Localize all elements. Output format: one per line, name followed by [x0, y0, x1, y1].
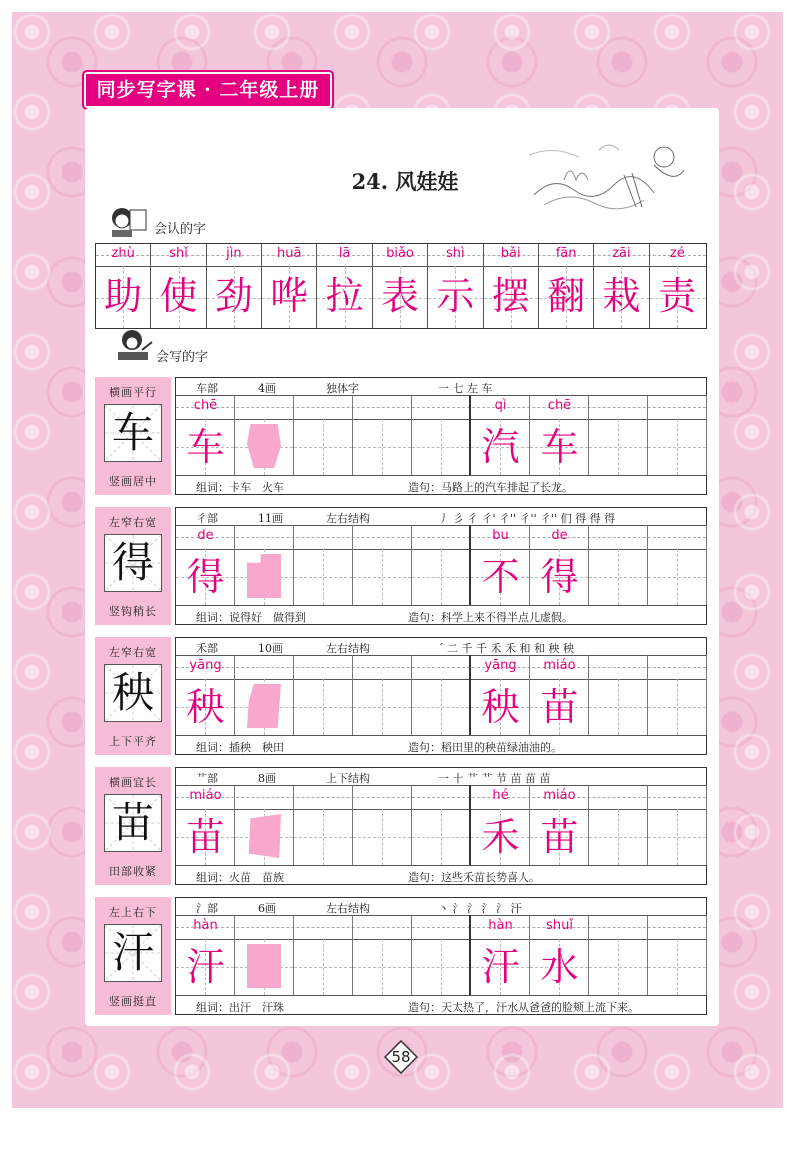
- practice-cell: [353, 525, 412, 605]
- recognize-char: 拉: [325, 274, 364, 318]
- model-char-box: [104, 534, 162, 592]
- structure: 独体字: [326, 382, 359, 395]
- stroke-order: 丿 彡 彳 彳' 彳'' 彳'' 彳'' 们 得 得 得: [438, 512, 616, 525]
- trace-char: 苗: [186, 815, 225, 859]
- stroke-count: 8画: [258, 772, 276, 785]
- tip-top: 横画宜长: [109, 776, 157, 789]
- char-info: [176, 768, 706, 786]
- word-char: 得: [540, 555, 579, 599]
- recognize-cell: [317, 244, 372, 328]
- model-char: 得: [111, 538, 154, 587]
- word-examples: 组词：出汗 汗珠: [196, 1001, 284, 1014]
- recognize-pinyin: jìn: [226, 246, 242, 261]
- word-char: 汽: [481, 425, 520, 469]
- practice-cell: [294, 655, 353, 735]
- practice-cell: [589, 915, 648, 995]
- practice-cell: [589, 655, 648, 735]
- page-number: 58: [391, 1048, 411, 1066]
- write-block: [95, 507, 707, 625]
- stroke-order: 一 十 艹 艹 节 苗 苗 苗: [438, 772, 551, 785]
- word-pinyin: qì: [494, 398, 507, 413]
- recognize-cell: [373, 244, 428, 328]
- example-sentence: 造句：科学上来不得半点儿虚假。: [408, 611, 573, 624]
- series-badge: 同步写字课 · 二年级上册: [84, 72, 332, 108]
- model-char-box: [104, 404, 162, 462]
- stroke-count: 11画: [258, 512, 283, 525]
- char-pinyin: chē: [193, 398, 218, 413]
- recognize-cell: [539, 244, 594, 328]
- word-examples: 组词：火苗 苗族: [196, 871, 284, 884]
- practice-cell: [353, 785, 412, 865]
- word-examples: 组词：卡车 火车: [196, 481, 284, 494]
- practice-cell: [412, 655, 471, 735]
- practice-grid: [175, 897, 707, 1015]
- recognize-cell: [594, 244, 649, 328]
- char-tip-panel: [95, 637, 171, 755]
- page-number-badge: [384, 1040, 418, 1074]
- tip-bottom: 竖钩稍长: [109, 605, 157, 618]
- write-block: [95, 897, 707, 1015]
- char-pinyin: de: [197, 528, 214, 543]
- example-sentence: 造句：马路上的汽车排起了长龙。: [408, 481, 573, 494]
- radical: 氵部: [196, 902, 218, 915]
- recognize-pinyin: huā: [277, 246, 302, 261]
- recognize-pinyin: shì: [446, 246, 465, 261]
- word-char: 不: [481, 555, 520, 599]
- structure: 左右结构: [326, 512, 370, 525]
- recognize-char: 示: [436, 274, 475, 318]
- tip-bottom: 田部收紧: [109, 865, 157, 878]
- practice-grid: [175, 767, 707, 885]
- recognize-label: 会认的字: [154, 222, 207, 237]
- shape-hint: [247, 424, 281, 468]
- recognize-pinyin: fān: [555, 246, 577, 261]
- recognize-char: 翻: [547, 274, 586, 318]
- usage-row: [176, 605, 706, 624]
- recognize-char: 使: [159, 274, 198, 318]
- practice-cell: [294, 915, 353, 995]
- word-examples: 组词：插秧 秧田: [196, 741, 284, 754]
- word-pinyin: shuǐ: [546, 918, 573, 933]
- recognize-char: 助: [104, 274, 143, 318]
- practice-cell: [648, 915, 707, 995]
- recognize-pinyin: bǎi: [500, 246, 521, 261]
- word-pinyin: yāng: [484, 658, 517, 673]
- practice-grid: [175, 377, 707, 495]
- practice-cell: [353, 395, 412, 475]
- char-tip-panel: [95, 377, 171, 495]
- word-pinyin: hàn: [488, 918, 513, 933]
- char-info: [176, 638, 706, 656]
- usage-row: [176, 735, 706, 754]
- lesson-title: 24. 风娃娃: [351, 169, 459, 194]
- structure: 左右结构: [326, 642, 370, 655]
- recognize-cell: [428, 244, 483, 328]
- practice-cell: [294, 525, 353, 605]
- tip-bottom: 竖画居中: [109, 475, 157, 488]
- char-pinyin: yāng: [189, 658, 222, 673]
- word-pinyin: chē: [547, 398, 572, 413]
- char-tip-panel: [95, 897, 171, 1015]
- example-sentence: 造句：这些禾苗长势喜人。: [408, 871, 540, 884]
- recognize-pinyin: zhù: [111, 246, 135, 261]
- recognize-grid: [95, 243, 707, 329]
- recognize-char: 栽: [602, 274, 641, 318]
- model-char-box: [104, 794, 162, 852]
- recognize-pinyin: zāi: [612, 246, 631, 261]
- practice-cell: [589, 785, 648, 865]
- recognize-char: 劲: [214, 274, 253, 318]
- model-char-box: [104, 664, 162, 722]
- char-tip-panel: [95, 507, 171, 625]
- write-label: 会写的字: [156, 350, 209, 365]
- model-char: 苗: [111, 798, 154, 847]
- radical: 彳部: [196, 512, 218, 525]
- stroke-count: 4画: [258, 382, 276, 395]
- usage-row: [176, 995, 706, 1014]
- tip-top: 左窄右宽: [109, 516, 157, 529]
- practice-grid: [175, 507, 707, 625]
- trace-char: 得: [186, 555, 225, 599]
- recognize-char: 表: [380, 274, 419, 318]
- recognize-pinyin: zé: [669, 246, 685, 261]
- practice-cell: [648, 785, 707, 865]
- recognize-cell: [484, 244, 539, 328]
- stroke-count: 10画: [258, 642, 283, 655]
- recognize-cell: [262, 244, 317, 328]
- recognize-cell: [96, 244, 151, 328]
- recognize-pinyin: shǐ: [169, 246, 188, 261]
- model-char: 汗: [111, 928, 154, 977]
- model-char: 车: [111, 408, 154, 457]
- practice-cell: [412, 785, 471, 865]
- recognize-char: 摆: [491, 274, 530, 318]
- char-pinyin: miáo: [189, 788, 222, 803]
- practice-grid: [175, 637, 707, 755]
- shape-hint: [247, 814, 281, 858]
- stroke-order: ˊ 二 千 千 禾 禾 和 和 秧 秧: [438, 642, 574, 655]
- char-info: [176, 378, 706, 396]
- stroke-order: 一 七 左 车: [438, 382, 493, 395]
- recognize-pinyin: lā: [338, 246, 351, 261]
- practice-cell: [294, 395, 353, 475]
- usage-row: [176, 475, 706, 494]
- practice-cell: [648, 655, 707, 735]
- word-pinyin: bu: [492, 528, 509, 543]
- structure: 左右结构: [326, 902, 370, 915]
- char-pinyin: hàn: [193, 918, 218, 933]
- practice-cell: [412, 525, 471, 605]
- recognize-cell: [650, 244, 705, 328]
- word-pinyin: miáo: [543, 658, 576, 673]
- practice-cell: [412, 915, 471, 995]
- write-block: [95, 377, 707, 495]
- example-sentence: 造句：稻田里的秧苗绿油油的。: [408, 741, 562, 754]
- usage-row: [176, 865, 706, 884]
- word-char: 秧: [481, 685, 520, 729]
- recognize-char: 哗: [270, 274, 309, 318]
- word-char: 汗: [481, 945, 520, 989]
- model-char: 秧: [111, 668, 154, 717]
- practice-cell: [412, 395, 471, 475]
- trace-char: 汗: [186, 945, 225, 989]
- word-char: 苗: [540, 685, 579, 729]
- structure: 上下结构: [326, 772, 370, 785]
- trace-char: 秧: [186, 685, 225, 729]
- write-block: [95, 637, 707, 755]
- tip-bottom: 竖画挺直: [109, 995, 157, 1008]
- recognize-pinyin: biǎo: [386, 246, 414, 261]
- radical: 车部: [196, 382, 218, 395]
- shape-hint: [247, 684, 281, 728]
- shape-hint: [247, 944, 281, 988]
- model-char-box: [104, 924, 162, 982]
- stroke-order: 丶 氵 氵 氵 氵 汗: [438, 902, 522, 915]
- stroke-count: 6画: [258, 902, 276, 915]
- char-info: [176, 508, 706, 526]
- recognize-cell: [207, 244, 262, 328]
- word-char: 车: [540, 425, 579, 469]
- recognize-cell: [151, 244, 206, 328]
- word-examples: 组词：说得好 做得到: [196, 611, 306, 624]
- practice-cell: [589, 395, 648, 475]
- word-pinyin: hé: [492, 788, 509, 803]
- writing-child-icon: [112, 328, 156, 364]
- trace-char: 车: [186, 425, 225, 469]
- illustration: [524, 135, 690, 215]
- char-tip-panel: [95, 767, 171, 885]
- tip-top: 左上右下: [109, 906, 157, 919]
- example-sentence: 造句：天太热了，汗水从爸爸的脸颊上流下来。: [408, 1001, 639, 1014]
- tip-top: 左窄右宽: [109, 646, 157, 659]
- radical: 艹部: [196, 772, 218, 785]
- tip-bottom: 上下平齐: [109, 735, 157, 748]
- char-info: [176, 898, 706, 916]
- tip-top: 横画平行: [109, 386, 157, 399]
- practice-cell: [294, 785, 353, 865]
- practice-cell: [648, 525, 707, 605]
- word-pinyin: miáo: [543, 788, 576, 803]
- practice-cell: [353, 655, 412, 735]
- recognize-char: 责: [658, 274, 697, 318]
- child-icon: [104, 204, 152, 238]
- word-char: 苗: [540, 815, 579, 859]
- practice-cell: [648, 395, 707, 475]
- word-char: 水: [540, 945, 579, 989]
- word-pinyin: de: [551, 528, 568, 543]
- radical: 禾部: [196, 642, 218, 655]
- write-block: [95, 767, 707, 885]
- word-char: 禾: [481, 815, 520, 859]
- practice-cell: [589, 525, 648, 605]
- practice-cell: [353, 915, 412, 995]
